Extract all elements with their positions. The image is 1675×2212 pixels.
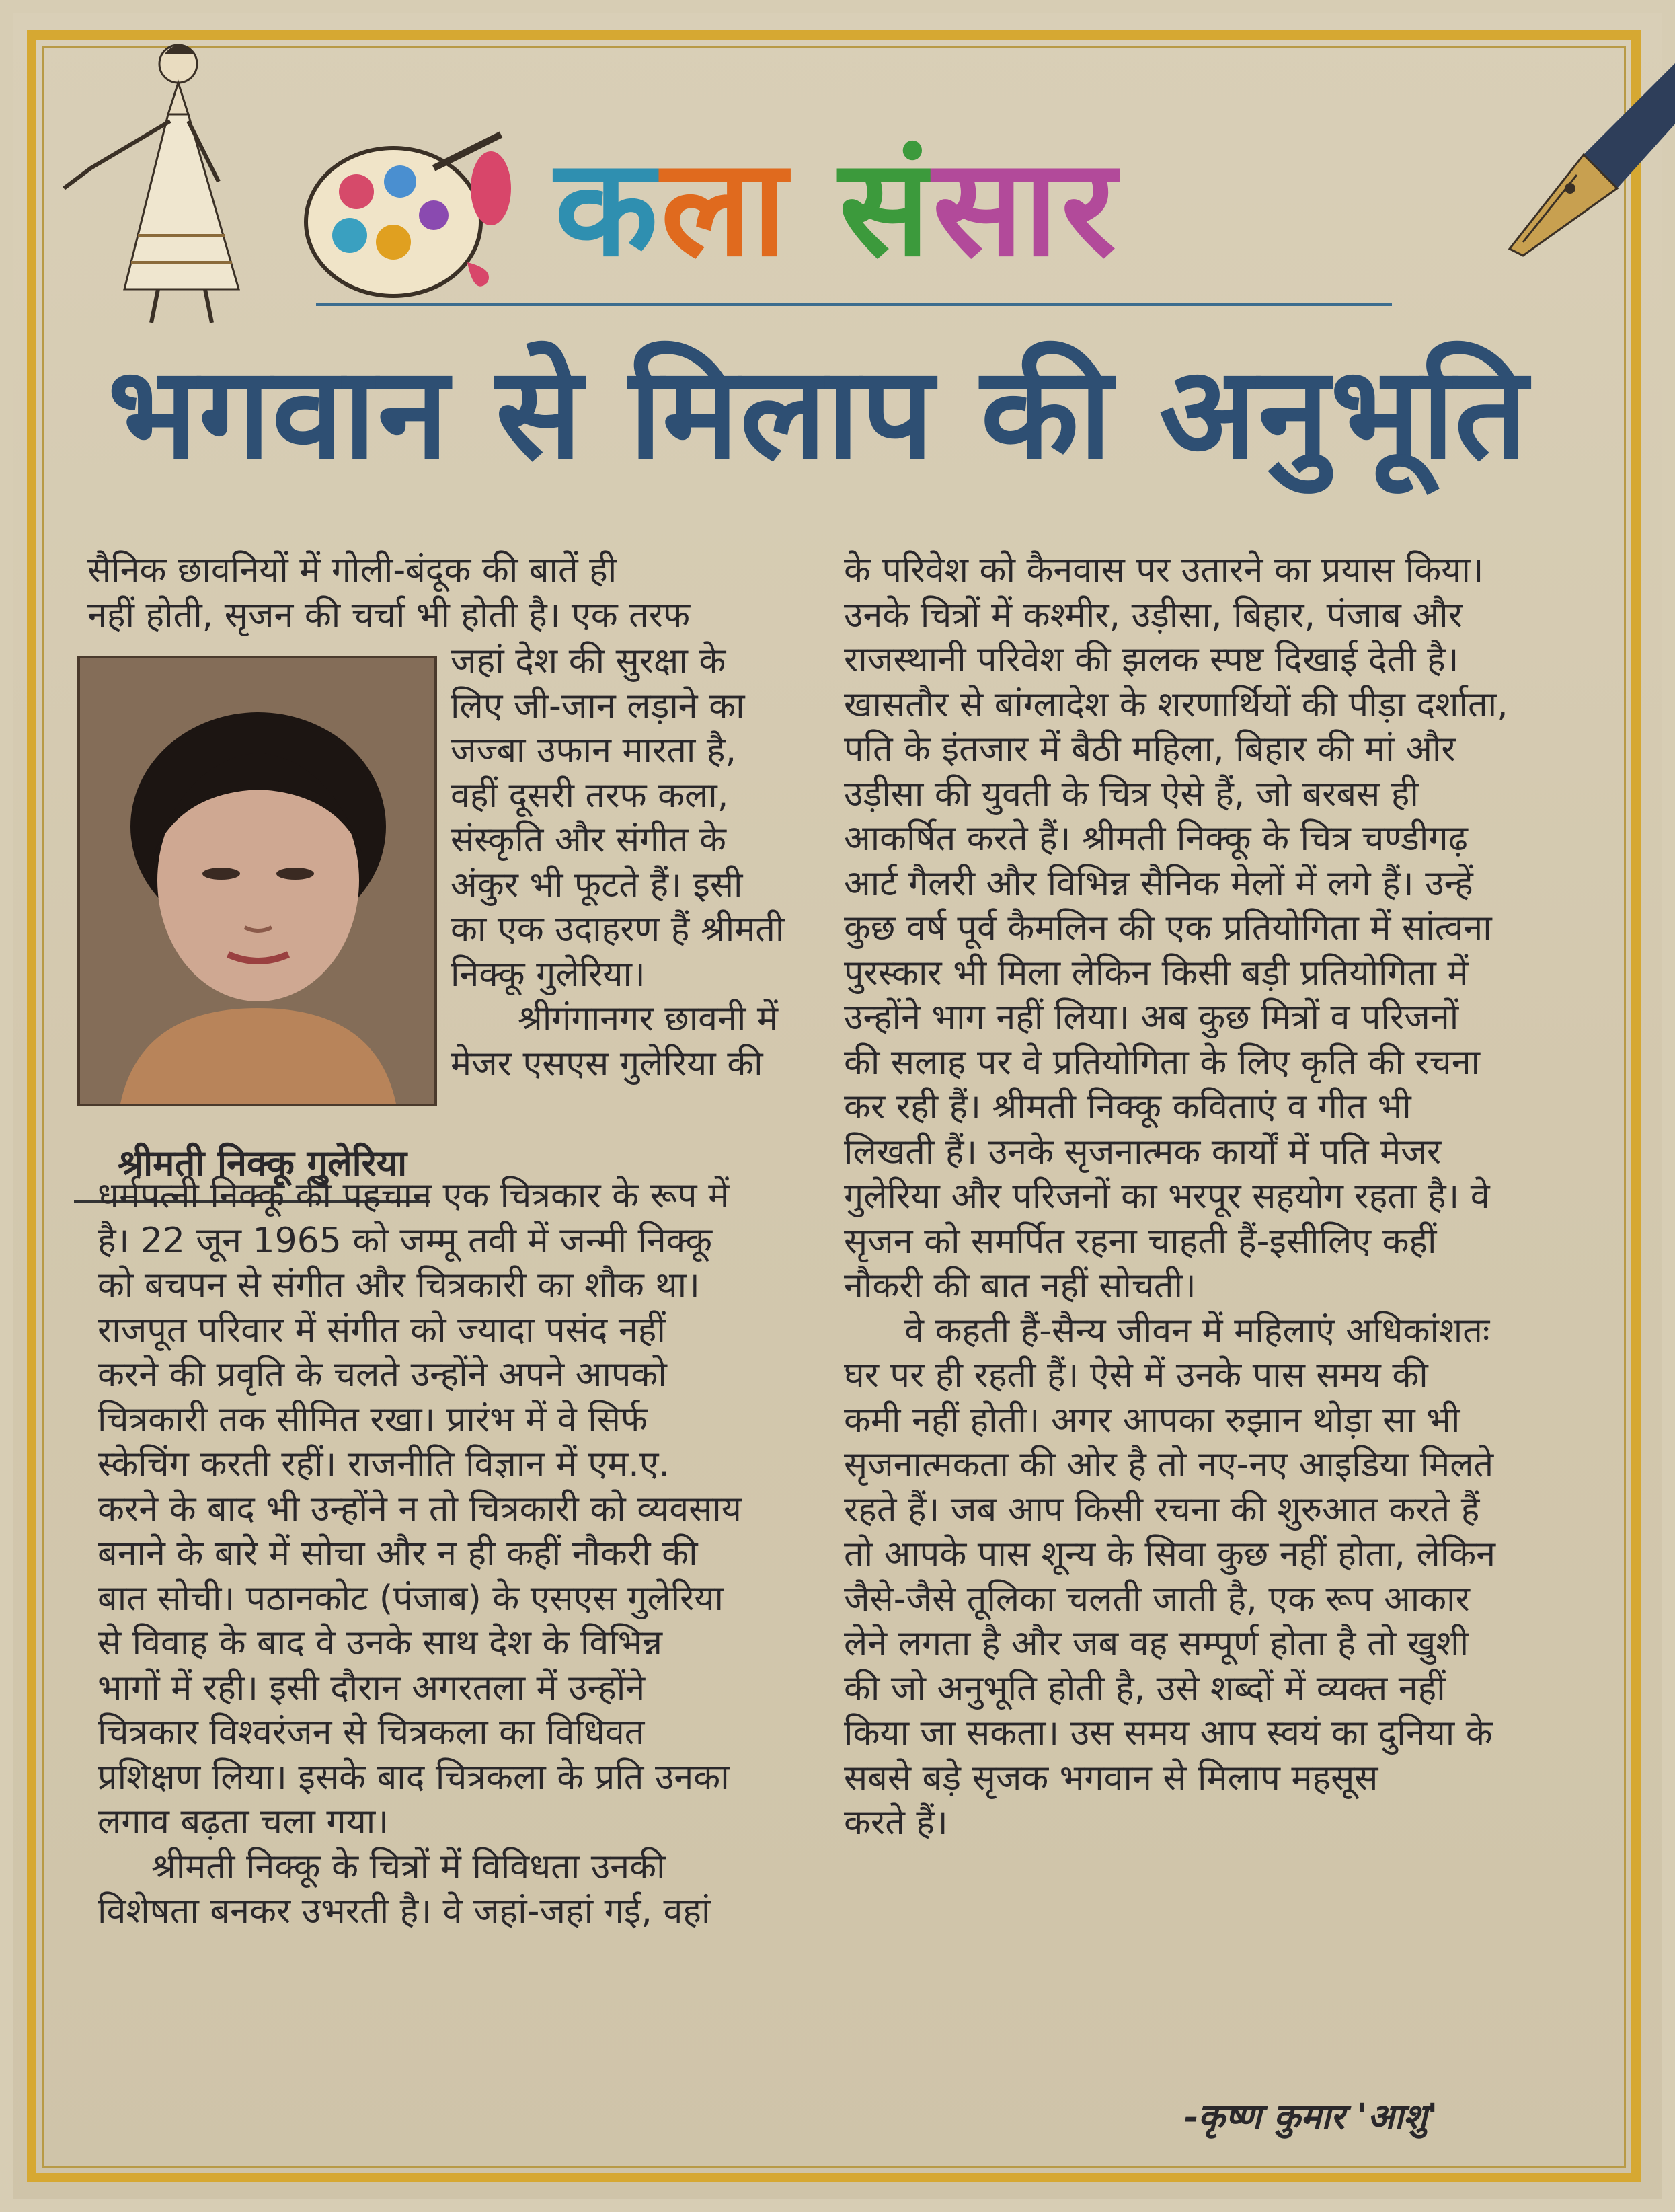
text-line: राजपूत परिवार में संगीत को ज्यादा पसंद नहीं xyxy=(98,1309,666,1350)
text-line: आर्ट गैलरी और विभिन्न सैनिक मेलों में लगे हैं। उन्हें xyxy=(844,863,1473,904)
text-line: कर रही हैं। श्रीमती निक्कू कविताएं व गीत भी xyxy=(844,1087,1411,1127)
column-logo xyxy=(555,130,1119,287)
text-line: लगाव बढ़ता चला गया। xyxy=(98,1802,389,1842)
text-line: से विवाह के बाद वे उनके साथ देश के विभिन्न xyxy=(98,1623,663,1663)
text-line: का एक उदाहरण हैं श्रीमती xyxy=(451,909,785,950)
text-line: श्रीगंगानगर छावनी में xyxy=(518,999,779,1039)
logo-part-3: सं xyxy=(839,130,933,287)
text-line: खासतौर से बांग्लादेश के शरणार्थियों की पीड़ा दर्शाता, xyxy=(844,684,1508,725)
text-line: उड़ीसा की युवती के चित्र ऐसे हैं, जो बरबस ही xyxy=(844,773,1419,814)
headline: भगवान से मिलाप की अनुभूति xyxy=(108,339,1529,488)
text-line: सृजन को समर्पित रहना चाहती हैं-इसीलिए कहीं xyxy=(844,1221,1437,1262)
author-byline: -कृष्ण कुमार 'आशु' xyxy=(1183,2096,1438,2137)
text-line: कमी नहीं होती। अगर आपका रुझान थोड़ा सा भी xyxy=(844,1400,1460,1441)
text-line: मेजर एसएस गुलेरिया की xyxy=(451,1043,763,1084)
text-line: लिखती हैं। उनके सृजनात्मक कार्यों में पति मेजर xyxy=(844,1131,1442,1172)
text-line: उन्होंने भाग नहीं लिया। अब कुछ मित्रों व परिजनों xyxy=(844,997,1459,1038)
text-line: वे कहती हैं-सैन्य जीवन में महिलाएं अधिकांशतः xyxy=(904,1310,1490,1351)
text-line: तो आपके पास शून्य के सिवा कुछ नहीं होता, लेकिन xyxy=(844,1534,1496,1574)
wrap-text xyxy=(451,639,827,1086)
portrait-image-icon xyxy=(80,658,434,1104)
text-line: घर पर ही रहती हैं। ऐसे में उनके पास समय की xyxy=(844,1355,1428,1396)
text-line: करने की प्रवृति के चलते उन्होंने अपने आपको xyxy=(98,1355,667,1395)
logo-part-4: सार xyxy=(932,130,1119,287)
left-intro xyxy=(87,548,827,638)
logo-underline xyxy=(316,303,1392,306)
logo-part-1: क xyxy=(555,130,661,287)
text-line: के परिवेश को कैनवास पर उतारने का प्रयास किया। xyxy=(844,550,1484,590)
text-line: की जो अनुभूति होती है, उसे शब्दों में व्यक्त नहीं xyxy=(844,1668,1446,1709)
text-line: की सलाह पर वे प्रतियोगिता के लिए कृति की रचना xyxy=(844,1042,1481,1083)
text-line: पति के इंतजार में बैठी महिला, बिहार की मां और xyxy=(844,729,1456,769)
text-line: सैनिक छावनियों में गोली-बंदूक की बातें ही xyxy=(87,550,617,590)
portrait-photo xyxy=(77,656,437,1106)
text-line: किया जा सकता। उस समय आप स्वयं का दुनिया के xyxy=(844,1713,1493,1753)
text-line: चित्रकारी तक सीमित रखा। प्रारंभ में वे सिर्फ xyxy=(98,1399,648,1440)
text-line: जैसे-जैसे तूलिका चलती जाती है, एक रूप आकार xyxy=(844,1578,1470,1619)
text-line: नौकरी की बात नहीं सोचती। xyxy=(844,1266,1196,1306)
text-line: बनाने के बारे में सोचा और न ही कहीं नौकरी की xyxy=(98,1533,698,1574)
text-line: पुरस्कार भी मिला लेकिन किसी बड़ी प्रतियोगिता में xyxy=(844,952,1469,993)
text-line: कुछ वर्ष पूर्व कैमलिन की एक प्रतियोगिता में सांत्वना xyxy=(844,908,1492,948)
text-line: संस्कृति और संगीत के xyxy=(451,820,726,860)
text-line: रहते हैं। जब आप किसी रचना की शुरुआत करते हैं xyxy=(844,1489,1480,1530)
text-line: करते हैं। xyxy=(844,1802,948,1843)
text-line: राजस्थानी परिवेश की झलक स्पष्ट दिखाई देती है। xyxy=(844,640,1459,680)
text-line: है। 22 जून 1965 को जम्मू तवी में जन्मी निक्कू xyxy=(98,1220,713,1261)
text-line: नहीं होती, सृजन की चर्चा भी होती है। एक तरफ xyxy=(87,595,691,636)
art-palette-icon xyxy=(299,128,514,303)
text-line: प्रशिक्षण लिया। इसके बाद चित्रकला के प्रति उनका xyxy=(98,1757,730,1798)
text-line: सबसे बड़े सृजक भगवान से मिलाप महसूस xyxy=(844,1757,1378,1798)
text-line: को बचपन से संगीत और चित्रकारी का शौक था। xyxy=(98,1265,700,1305)
text-line: लिए जी-जान लड़ाने का xyxy=(451,685,745,726)
photo-caption: श्रीमती निक्कू गुलेरिया xyxy=(117,1142,407,1184)
fountain-pen-icon xyxy=(1496,61,1675,262)
logo-part-2: ला xyxy=(660,130,790,287)
text-line: श्रीमती निक्कू के चित्रों में विविधता उनकी xyxy=(151,1846,666,1887)
text-line: करने के बाद भी उन्होंने न तो चित्रकारी को व्यवसाय xyxy=(98,1488,742,1529)
text-line: सृजनात्मकता की ओर है तो नए-नए आइडिया मिलते xyxy=(844,1445,1494,1485)
text-line: चित्रकार विश्वरंजन से चित्रकला का विधिवत xyxy=(98,1712,645,1753)
text-line: जहां देश की सुरक्षा के xyxy=(451,641,726,681)
text-line: निक्कू गुलेरिया। xyxy=(451,954,646,995)
text-line: उनके चित्रों में कश्मीर, उड़ीसा, बिहार, पंजाब और xyxy=(844,595,1463,636)
text-line: जज्बा उफान मारता है, xyxy=(451,730,737,771)
text-line: स्केचिंग करती रहीं। राजनीति विज्ञान में एम.ए. xyxy=(98,1444,670,1484)
left-continued xyxy=(98,1174,837,1934)
text-line: अंकुर भी फूटते हैं। इसी xyxy=(451,864,743,905)
right-column xyxy=(844,548,1637,1845)
text-line: वहीं दूसरी तरफ कला, xyxy=(451,775,729,816)
text-line: भागों में रही। इसी दौरान अगरतला में उन्होंने xyxy=(98,1667,646,1708)
text-line: लेने लगता है और जब वह सम्पूर्ण होता है तो खुशी xyxy=(844,1624,1469,1664)
text-line: गुलेरिया और परिजनों का भरपूर सहयोग रहता है। वे xyxy=(844,1176,1490,1217)
text-line: विशेषता बनकर उभरती है। वे जहां-जहां गई, वहां xyxy=(98,1891,711,1932)
text-line: बात सोची। पठानकोट (पंजाब) के एसएस गुलेरिया xyxy=(98,1578,724,1619)
text-line: धर्मपत्नी निक्कू की पहचान एक चित्रकार के रूप में xyxy=(98,1176,730,1216)
masthead xyxy=(50,34,1624,330)
dancer-illustration-icon xyxy=(50,34,266,330)
text-line: आकर्षित करते हैं। श्रीमती निक्कू के चित्र चण्डीगढ़ xyxy=(844,818,1468,859)
